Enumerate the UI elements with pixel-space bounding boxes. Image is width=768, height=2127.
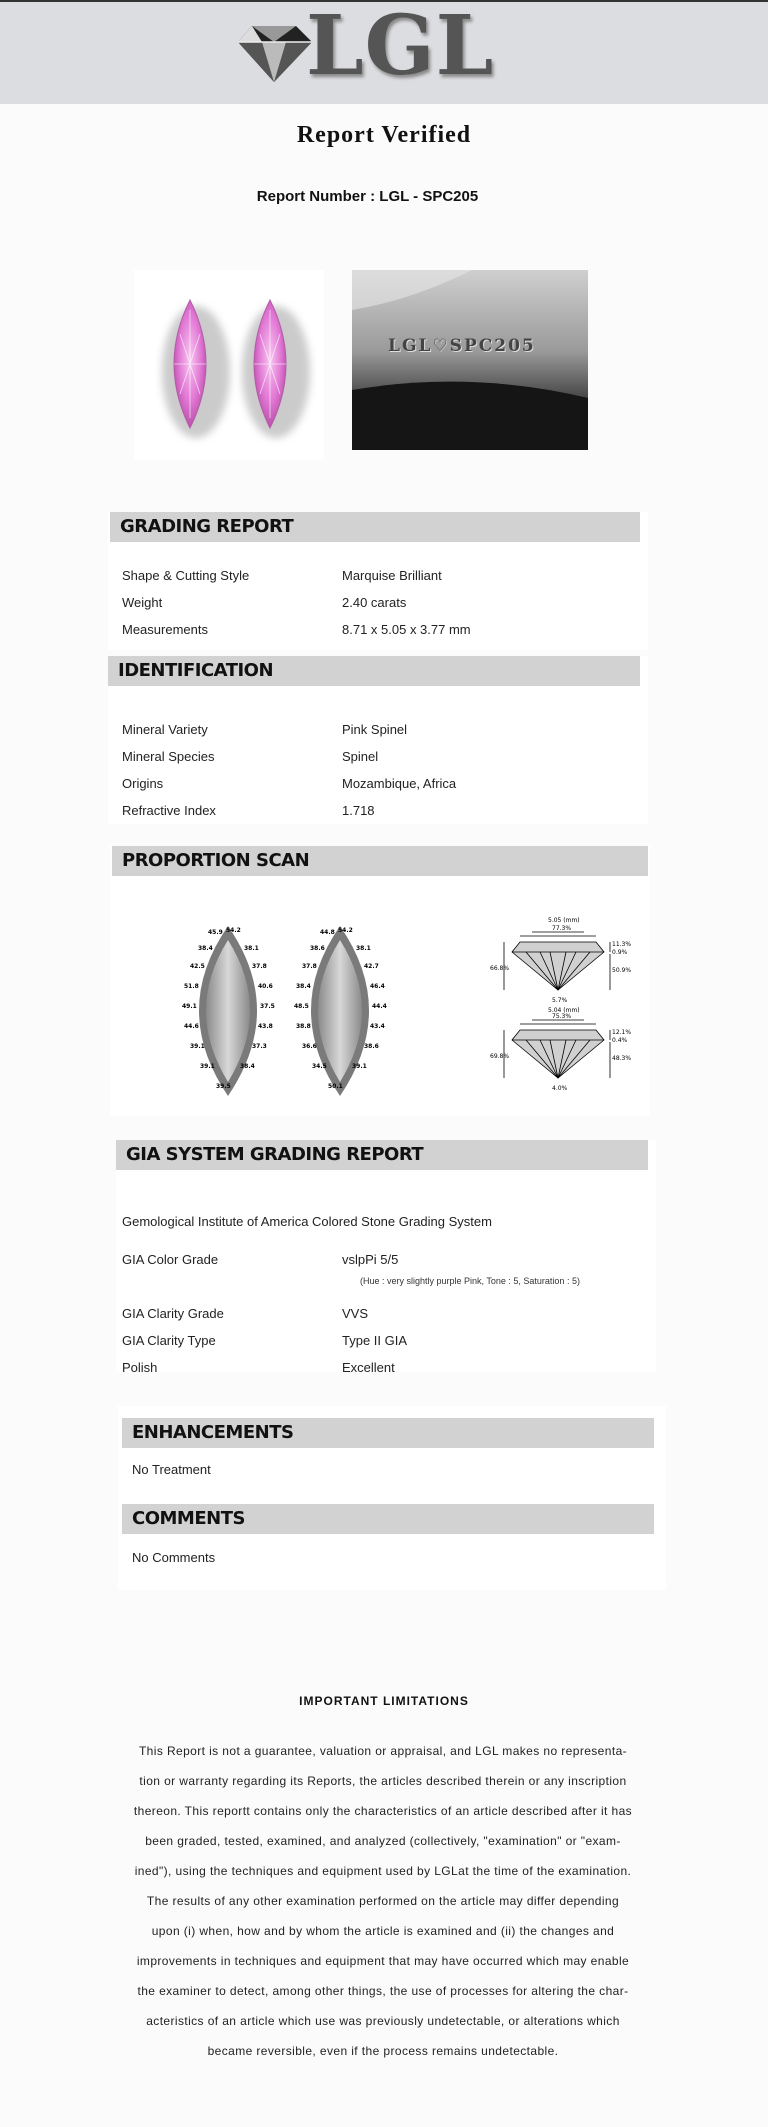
row-value: 8.71 x 5.05 x 3.77 mm	[342, 622, 471, 637]
gem-photo	[134, 270, 324, 460]
row-label: Mineral Variety	[122, 722, 208, 737]
svg-text:44.6: 44.6	[184, 1023, 199, 1030]
diamond-icon	[232, 20, 316, 86]
gia-subtitle: Gemological Institute of America Colored Stone Grading System	[122, 1214, 492, 1229]
svg-text:38.6: 38.6	[364, 1043, 379, 1050]
svg-text:44.8: 44.8	[320, 929, 335, 936]
row-label: GIA Clarity Grade	[122, 1306, 224, 1321]
row-value: Pink Spinel	[342, 722, 408, 737]
svg-text:37.5: 37.5	[260, 1003, 275, 1010]
svg-text:46.4: 46.4	[370, 983, 385, 990]
top-total: 66.8%	[490, 965, 510, 972]
proportion-scan-section	[110, 846, 650, 1116]
header-banner	[0, 0, 768, 104]
limitations-line: upon (i) when, how and by whom the article is examined and (ii) the changes and	[151, 1924, 615, 1938]
svg-text:36.6: 36.6	[302, 1043, 317, 1050]
row-value: Type II GIA	[342, 1333, 408, 1348]
gia-section	[116, 1140, 656, 1375]
svg-text:49.1: 49.1	[182, 1003, 197, 1010]
row-label: Polish	[122, 1360, 158, 1375]
limitations-line: tion or warranty regarding its Reports, the articles described therein or any inscription	[139, 1774, 627, 1788]
svg-text:37.3: 37.3	[252, 1043, 267, 1050]
row-value: Spinel	[342, 749, 379, 764]
svg-text:43.8: 43.8	[258, 1023, 273, 1030]
svg-text:43.4: 43.4	[370, 1023, 385, 1030]
lgl-logo	[232, 0, 495, 96]
svg-text:38.1: 38.1	[356, 945, 371, 952]
row-value: Excellent	[342, 1360, 395, 1375]
svg-text:39.1: 39.1	[352, 1063, 367, 1070]
top-width: 5.05 (mm)	[548, 917, 580, 924]
svg-text:38.4: 38.4	[198, 945, 213, 952]
limitations-line: This Report is not a guarantee, valuation or appraisal, and LGL makes no representa-	[138, 1744, 628, 1758]
svg-text:34.5: 34.5	[312, 1063, 327, 1070]
row-label: GIA Color Grade	[122, 1252, 219, 1267]
limitations-line: ined"), using the techniques and equipment used by LGLat the time of the examination.	[134, 1864, 632, 1878]
top-girdle: 0.9%	[612, 949, 628, 956]
top-table: 77.3%	[552, 925, 572, 932]
svg-text:48.5: 48.5	[294, 1003, 309, 1010]
svg-text:51.8: 51.8	[184, 983, 199, 990]
bottom-culet: 4.0%	[552, 1085, 568, 1092]
svg-text:54.2: 54.2	[226, 927, 241, 934]
svg-text:54.2: 54.2	[338, 927, 353, 934]
outline-scan-image	[118, 906, 448, 1114]
identification-heading: IDENTIFICATION	[108, 656, 640, 686]
svg-text:38.4: 38.4	[240, 1063, 255, 1070]
bottom-girdle: 0.4%	[612, 1037, 628, 1044]
svg-text:37.8: 37.8	[252, 963, 267, 970]
svg-text:40.6: 40.6	[258, 983, 273, 990]
svg-text:39.5: 39.5	[216, 1083, 231, 1090]
svg-text:37.8: 37.8	[302, 963, 317, 970]
top-crown: 11.3%	[612, 941, 632, 948]
identification-section	[108, 656, 648, 824]
row-label: Measurements	[122, 622, 208, 637]
comments-heading: COMMENTS	[122, 1504, 654, 1534]
report-number: Report Number : LGL - SPC205	[256, 188, 479, 205]
proportion-scan-heading: PROPORTION SCAN	[112, 846, 648, 876]
svg-text:45.9: 45.9	[208, 929, 223, 936]
grading-report-section	[108, 512, 648, 650]
limitations-line: thereon. This reportt contains only the characteristics of an article described after it has	[133, 1804, 633, 1818]
bottom-total: 69.8%	[490, 1053, 510, 1060]
row-value: VVS	[342, 1306, 369, 1321]
limitations-line: been graded, tested, examined, and analyzed (collectively, "examination" or "exam-	[145, 1834, 621, 1848]
svg-text:39.1: 39.1	[190, 1043, 205, 1050]
row-value: Marquise Brilliant	[342, 568, 442, 583]
enhancements-heading: ENHANCEMENTS	[122, 1418, 654, 1448]
limitations-line: The results of any other examination performed on the article may differ depending	[146, 1894, 620, 1908]
row-label: Mineral Species	[122, 749, 215, 764]
page-title: Report Verified	[296, 122, 472, 148]
limitations-line: acteristics of an article which use was previously undetectable, or alterations which	[146, 2014, 620, 2028]
row-label: Shape & Cutting Style	[122, 568, 250, 583]
inscription-text: LGL♡SPC205	[388, 336, 536, 356]
row-value: 1.718	[342, 803, 375, 818]
svg-text:39.1: 39.1	[200, 1063, 215, 1070]
gia-heading: GIA SYSTEM GRADING REPORT	[116, 1140, 648, 1170]
inscription-photo	[352, 270, 588, 450]
bottom-table: 75.3%	[552, 1013, 572, 1020]
svg-text:42.7: 42.7	[364, 963, 379, 970]
enhancements-comments-section	[118, 1406, 666, 1590]
profile-scan-image	[474, 906, 642, 1114]
bottom-width: 5.04 (mm)	[548, 1007, 580, 1014]
comments-text: No Comments	[132, 1550, 216, 1565]
svg-text:38.4: 38.4	[296, 983, 311, 990]
logo-text: LGL	[306, 0, 495, 94]
grading-report-heading: GRADING REPORT	[110, 512, 640, 542]
bottom-crown: 12.1%	[612, 1029, 632, 1036]
row-label: GIA Clarity Type	[122, 1333, 216, 1348]
row-value: 2.40 carats	[342, 595, 407, 610]
enhancements-text: No Treatment	[132, 1462, 211, 1477]
limitations-line: improvements in techniques and equipment that may have occurred which may enable	[136, 1954, 630, 1968]
svg-text:44.4: 44.4	[372, 1003, 387, 1010]
svg-text:50.1: 50.1	[328, 1083, 343, 1090]
row-label: Origins	[122, 776, 164, 791]
row-label: Weight	[122, 595, 163, 610]
row-value: vslpPi 5/5	[342, 1252, 399, 1267]
row-label: Refractive Index	[122, 803, 216, 818]
gia-color-note: (Hue : very slightly purple Pink, Tone : 5, Saturation : 5)	[360, 1276, 580, 1286]
svg-text:38.1: 38.1	[244, 945, 259, 952]
limitations-line: the examiner to detect, among other things, the use of processes for altering the char-	[137, 1984, 629, 1998]
limitations-line: became reversible, even if the process remains undetectable.	[207, 2044, 559, 2058]
svg-text:38.6: 38.6	[310, 945, 325, 952]
top-culet: 5.7%	[552, 997, 568, 1004]
top-pavilion: 50.9%	[612, 967, 632, 974]
svg-text:42.5: 42.5	[190, 963, 205, 970]
row-value: Mozambique, Africa	[342, 776, 457, 791]
svg-text:38.8: 38.8	[296, 1023, 311, 1030]
limitations-heading: IMPORTANT LIMITATIONS	[299, 1694, 469, 1708]
bottom-pavilion: 48.3%	[612, 1055, 632, 1062]
limitations-body	[118, 1736, 648, 2066]
